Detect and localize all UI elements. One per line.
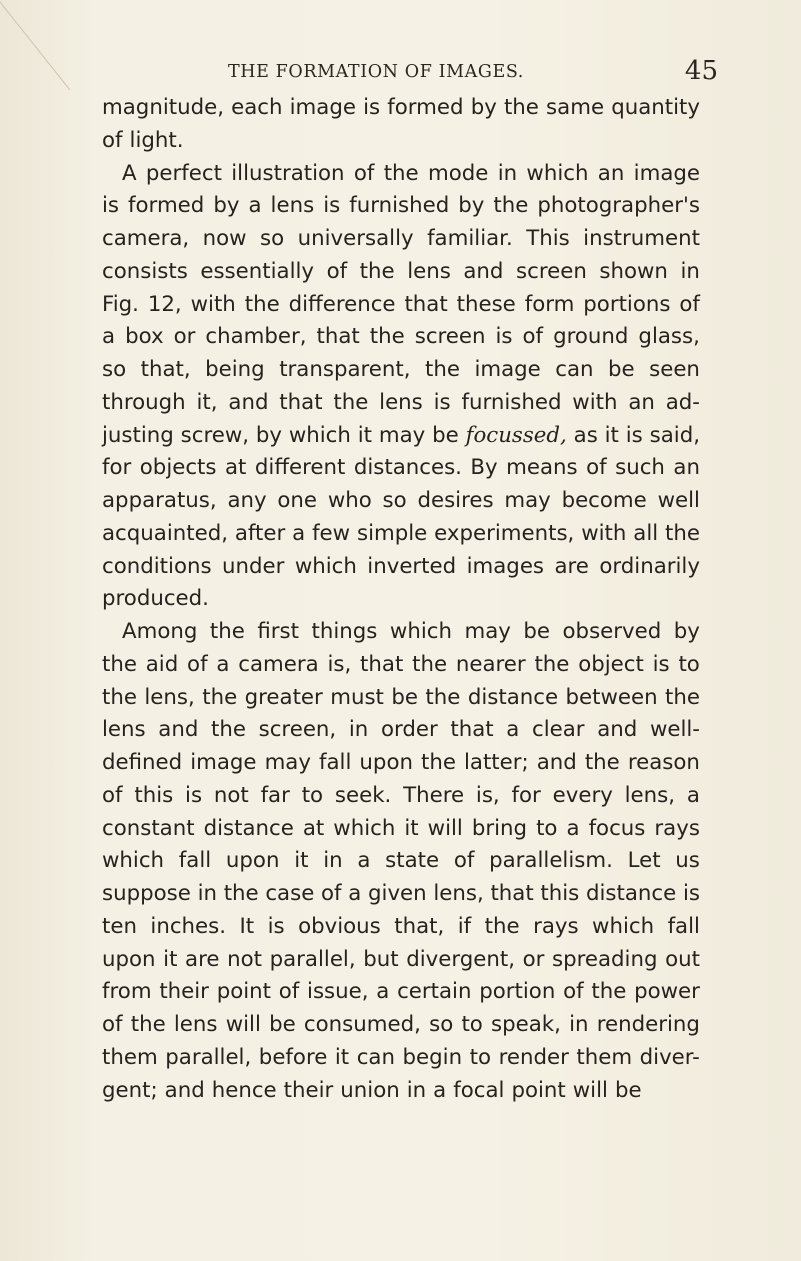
text-line: suppose in the case of a given lens, that this distance is xyxy=(102,881,700,906)
page-number: 45 xyxy=(684,56,718,86)
text-line: camera, now so universally familiar. This instrument xyxy=(102,226,700,251)
text-line: apparatus, any one who so desires may become well xyxy=(102,488,700,513)
text-line: produced. xyxy=(102,586,209,612)
running-title: THE FORMATION OF IMAGES. xyxy=(228,62,524,82)
text-line: for objects at different distances. By means of such an xyxy=(102,455,700,481)
page-crease-mark xyxy=(0,0,90,90)
text-line: of this is not far to seek. There is, for every lens, a xyxy=(102,782,700,808)
text-line: acquainted, after a few simple experiments, with all the xyxy=(102,520,700,546)
text-line: constant distance at which it will bring to a focus rays xyxy=(102,815,700,841)
text-line: conditions under which inverted images are ordinarily xyxy=(102,553,700,579)
text-line: consists essentially of the lens and screen shown in xyxy=(102,258,700,284)
text-line: upon it are not parallel, but divergent, or spreading out xyxy=(102,946,700,972)
text-line: justing screw, by which it may be focussed, as it is said, xyxy=(102,422,700,448)
text-line: Fig. 12, with the difference that these form portions of xyxy=(102,291,700,317)
text-line: A perfect illustration of the mode in which an image xyxy=(122,160,700,186)
body-text xyxy=(102,92,700,1107)
text-line: of light. xyxy=(102,127,184,153)
text-line: gent; and hence their union in a focal point will be xyxy=(102,1077,642,1103)
text-line: lens and the screen, in order that a clear and well- xyxy=(102,717,700,743)
page-header xyxy=(228,56,718,96)
text-line: from their point of issue, a certain portion of the power xyxy=(102,979,700,1005)
text-line: is formed by a lens is furnished by the photographer's xyxy=(102,193,700,219)
text-line: magnitude, each image is formed by the same quantity xyxy=(102,95,700,120)
text-line: so that, being transparent, the image can be seen xyxy=(102,357,700,382)
text-line: them parallel, before it can begin to render them diver- xyxy=(102,1044,700,1070)
text-line: a box or chamber, that the screen is of ground glass, xyxy=(102,324,700,350)
text-line: defined image may fall upon the latter; and the reason xyxy=(102,750,700,775)
text-line: the aid of a camera is, that the nearer the object is to xyxy=(102,651,700,677)
text-line: which fall upon it in a state of parallelism. Let us xyxy=(102,848,700,874)
text-line: through it, and that the lens is furnished with an ad- xyxy=(102,389,700,415)
text-line: ten inches. It is obvious that, if the rays which fall xyxy=(102,913,700,939)
text-line: Among the first things which may be observed by xyxy=(122,619,700,644)
text-line: the lens, the greater must be the distance between the xyxy=(102,684,700,710)
text-line: of the lens will be consumed, so to speak, in rendering xyxy=(102,1012,700,1037)
